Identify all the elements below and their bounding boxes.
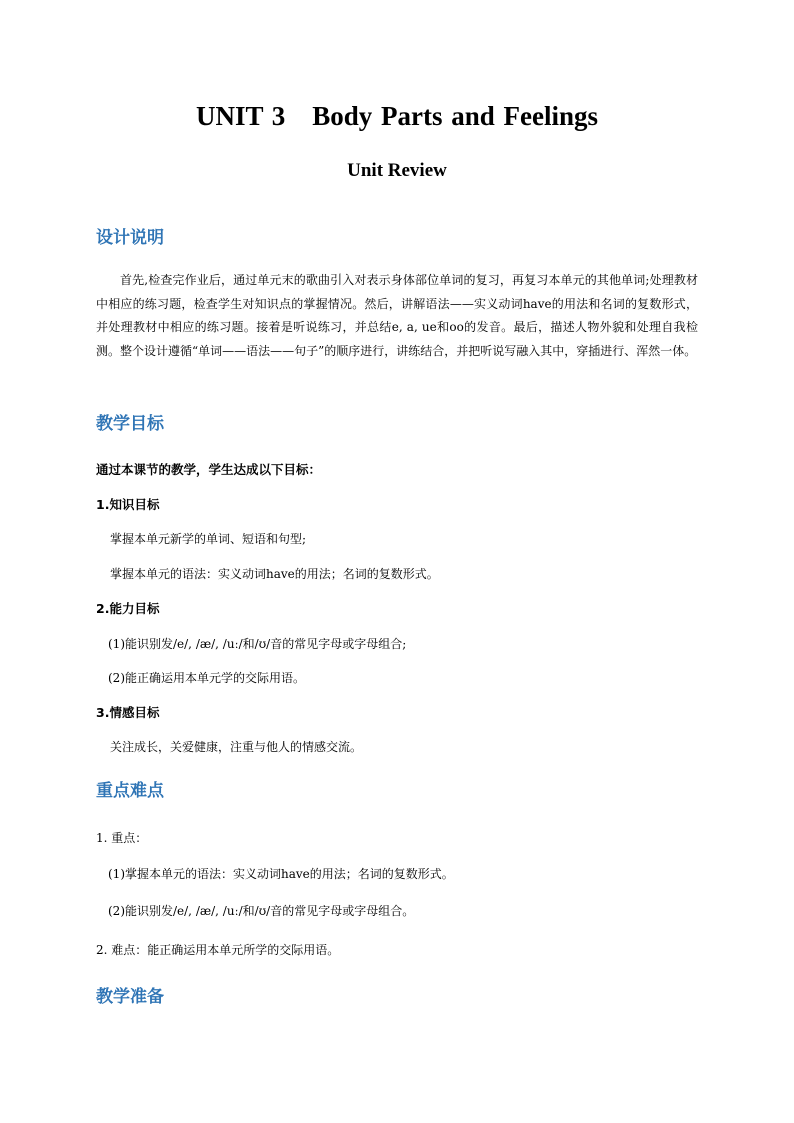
ability-item: (1)能识别发/e/, /æ/, /uː/和/ʊ/音的常见字母或字母组合; [108,637,407,651]
difficulty-line: 2. 难点：能正确运用本单元所学的交际用语。 [96,943,340,957]
focus-item: (2)能识别发/e/, /æ/, /uː/和/ʊ/音的常见字母或字母组合。 [108,904,415,918]
emotion-item: 关注成长，关爱健康，注重与他人的情感交流。 [110,740,363,754]
knowledge-heading: 1.知识目标 [96,497,160,512]
section-heading-design: 设计说明 [96,228,164,248]
ability-heading: 2.能力目标 [96,601,160,616]
section-heading-key-points: 重点难点 [96,781,164,801]
focus-item: (1)掌握本单元的语法：实义动词have的用法；名词的复数形式。 [108,867,454,881]
knowledge-item: 掌握本单元新学的单词、短语和句型; [110,532,307,546]
objectives-intro: 通过本课节的教学，学生达成以下目标： [96,462,322,477]
section-heading-objectives: 教学目标 [96,414,164,434]
design-paragraph: 首先,检查完作业后，通过单元末的歌曲引入对表示身体部位单词的复习，再复习本单元的其他单词;处理教材中相应的练习题，检查学生对知识点的掌握情况。然后，讲解语法——实义动词have的用法和名词的复数形式，并处理教材中相应的练习题。接着是听说练习，并总结e, a, ue和oo的发音。最后，描述人物外貌和处理自我检测。整个设计遵循“单词——语法——句子”的顺序进行，讲练结合，并把听说写融入其中，穿插进行、浑然一体。 [96,273,698,358]
section-heading-preparation: 教学准备 [96,987,164,1007]
emotion-heading: 3.情感目标 [96,705,160,720]
knowledge-item: 掌握本单元的语法：实义动词have的用法；名词的复数形式。 [110,567,439,581]
page-title: UNIT 3 Body Parts and Feelings [195,101,599,131]
focus-label: 1. 重点： [96,831,148,845]
ability-item: (2)能正确运用本单元学的交际用语。 [108,671,305,685]
page-subtitle: Unit Review [347,160,447,181]
